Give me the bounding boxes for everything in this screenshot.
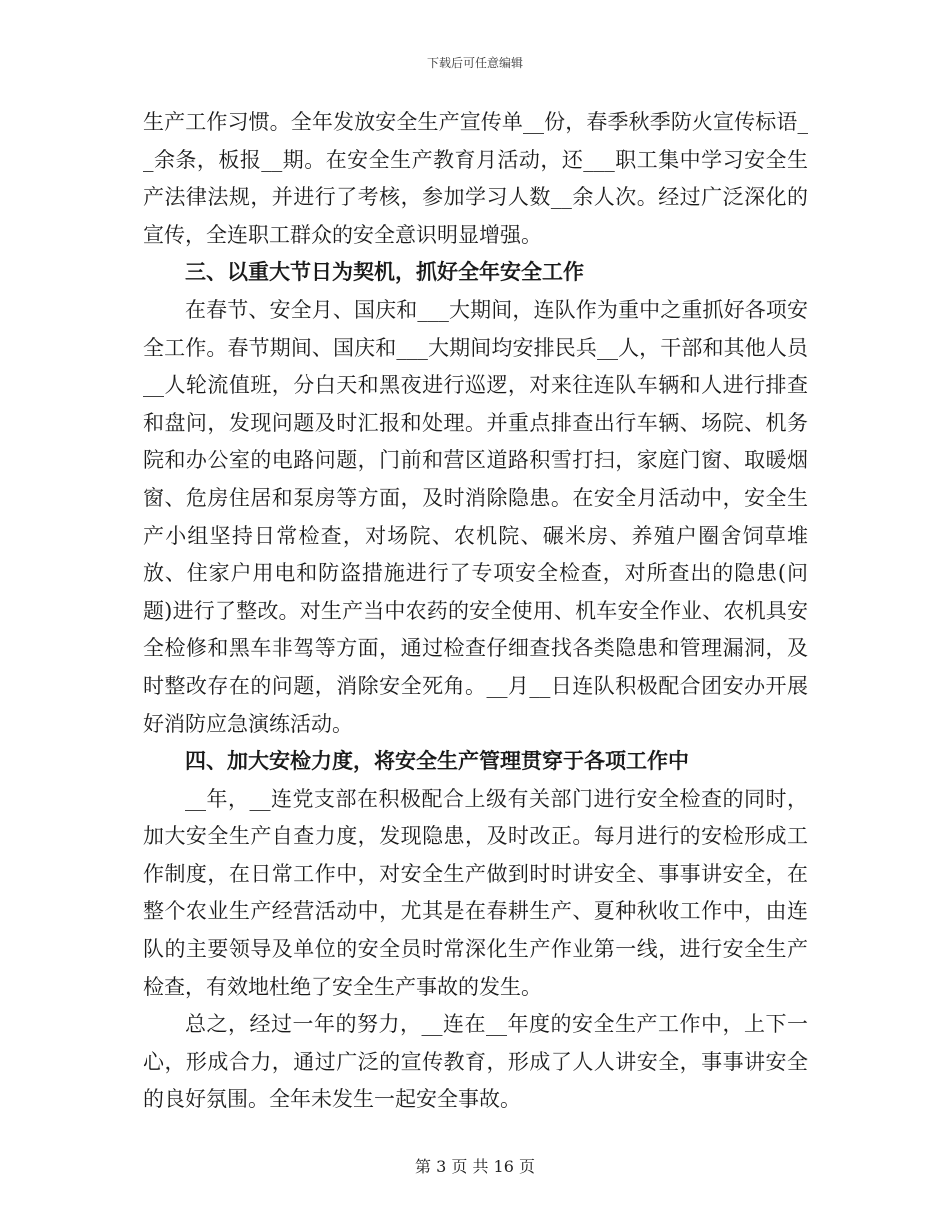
section-heading-3: 三、以重大节日为契机，抓好全年安全工作 [185, 260, 584, 285]
page-number: 第 3 页 共 16 页 [415, 1157, 535, 1176]
paragraph-2: 在春节、安全月、国庆和___大期间，连队作为重中之重抓好各项安全工作。春节期间、国庆和___大期间均安排民兵__人，干部和其他人员__人轮流值班，分白天和黑夜进行巡逻，对来往连队车辆和人进行排查和盘问，发现问题及时汇报和处理。并重点排查出行车辆、场院、机务院和办公室的电路问题，门前和营区道路积雪打扫，家庭门窗、取暖烟窗、危房住居和泵房等方面，及时消除隐患。在安全月活动中，安全生产小组坚持日常检查，对场院、农机院、碾米房、养殖户圈舍饲草堆放、住家户用电和防盗措施进行了专项安全检查，对所查出的隐患(问题)进行了整改。对生产当中农药的安全使用、机车安全作业、农机具安全检修和黑车非驾等方面，通过检查仔细查找各类隐患和管理漏洞，及时整改存在的问题，消除安全死角。__月__日连队积极配合团安办开展好消防应急演练活动。 [143, 297, 808, 736]
download-note: 下载后可任意编辑 [426, 56, 523, 70]
paragraph-4: 总之，经过一年的努力，__连在__年度的安全生产工作中，上下一心，形成合力，通过广泛的宣传教育，形成了人人讲安全，事事讲安全的良好氛围。全年未发生一起安全事故。 [143, 1012, 808, 1112]
paragraph-3: __年，__连党支部在积极配合上级有关部门进行安全检查的同时，加大安全生产自查力度，发现隐患，及时改正。每月进行的安检形成工作制度，在日常工作中，对安全生产做到时时讲安全、事事讲安全，在整个农业生产经营活动中，尤其是在春耕生产、夏种秋收工作中，由连队的主要领导及单位的安全员时常深化生产作业第一线，进行安全生产检查，有效地杜绝了安全生产事故的发生。 [143, 786, 808, 999]
document-body [143, 104, 808, 1119]
section-heading-4: 四、加大安检力度，将安全生产管理贯穿于各项工作中 [185, 749, 689, 774]
paragraph-1: 生产工作习惯。全年发放安全生产宣传单__份，春季秋季防火宣传标语__余条，板报__期。在安全生产教育月活动，还___职工集中学习安全生产法律法规，并进行了考核，参加学习人数__余人次。经过广泛深化的宣传，全连职工群众的安全意识明显增强。 [143, 110, 808, 247]
